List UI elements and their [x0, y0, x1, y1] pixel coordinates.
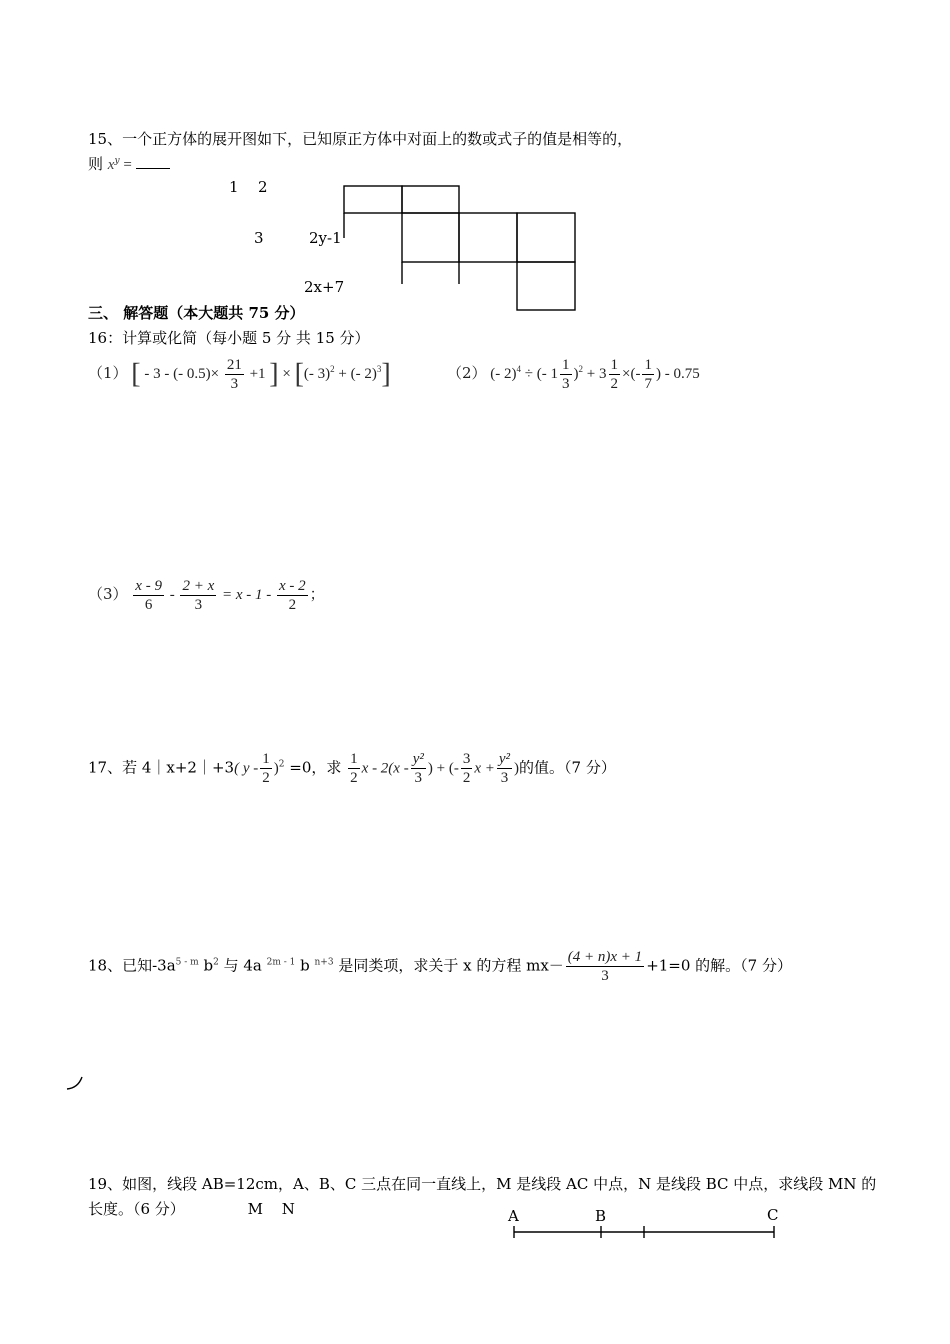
q17-f1-den: 2 [262, 770, 270, 786]
cube-net-diagram [340, 182, 580, 314]
q19-line1: 19、如图，线段 AB=12cm，A、B、C 三点在同一直线上，M 是线段 AC 中点，N 是线段 BC 中点，求线段 MN 的 [88, 1175, 877, 1193]
p2-term6: ) - 0.75 [655, 365, 700, 382]
q17-f4-den: 2 [462, 770, 471, 786]
p2-term3: ) [573, 365, 579, 382]
p2-term4: + 3 [583, 365, 607, 382]
p2-frac3-num: 1 [644, 357, 652, 373]
q18-t3: 与 4a [218, 956, 267, 975]
q16-part3-label: （3） [88, 584, 128, 603]
q17-exp1: 2 [278, 759, 285, 770]
p2-term2: ÷ (- 1 [521, 365, 559, 382]
q16-part1-label: （1） [88, 363, 128, 382]
q17-f4-num: 3 [462, 751, 471, 767]
p3-frac1-den: 6 [144, 597, 153, 613]
q17-t7: ) [514, 760, 520, 777]
q17-f3-num: y² [412, 751, 424, 767]
q18-exp4: n+3 [314, 957, 334, 968]
q17-f5-num: y² [498, 751, 511, 767]
q18-frac-den: 3 [601, 968, 609, 984]
q15-exp: y [114, 156, 120, 166]
net-label-2y-1: 2y-1 [309, 229, 342, 247]
q15-base: x [107, 157, 115, 173]
q19-m-label: M [247, 1200, 263, 1218]
p2-term5: ×(- [622, 365, 641, 382]
segment-diagram [505, 1222, 785, 1242]
p1-term4: (- 3) [303, 365, 331, 382]
q17 [88, 750, 616, 787]
q17-t5: ) + (- [427, 760, 459, 777]
p1-exp1: 2 [330, 363, 335, 374]
q18-t5: 是同类项，求关于 x 的方程 mx－ [333, 956, 564, 975]
right-bracket-2: ] [381, 358, 391, 390]
q17-f5-den: 3 [500, 770, 509, 786]
p2-term1: (- 2) [490, 365, 517, 382]
q18-t1: 18、已知-3a [88, 956, 176, 975]
p3-frac1-num: x - 9 [135, 578, 162, 594]
p2-frac3-den: 7 [644, 376, 652, 392]
q18-t2: b [198, 956, 214, 975]
p2-exp2: 2 [578, 363, 584, 374]
q19-line2 [88, 1198, 295, 1219]
q18-exp3: 2m - 1 [266, 957, 296, 968]
p2-exp1: 4 [516, 363, 522, 374]
p1-term1: - 3 - (- 0.5)× [144, 365, 220, 382]
stray-mark [64, 1072, 86, 1092]
net-label-2x+7: 2x+7 [304, 278, 345, 296]
q17-t2: ) [273, 760, 279, 777]
q15-prefix: 则 [88, 155, 104, 173]
q15-line2 [88, 153, 170, 174]
q16-part3 [88, 577, 325, 614]
q18-frac-num: (4 + n)x + 1 [567, 949, 643, 965]
q17-prefix: 17、若 4｜x+2｜+3 [88, 758, 235, 777]
right-bracket-1: ] [269, 358, 279, 390]
section-3-title: 三、 解答题（本大题共 75 分） [88, 304, 305, 322]
p3-minus: - [169, 586, 175, 603]
q18-t4: b [295, 956, 315, 975]
q16-part2 [447, 356, 700, 393]
left-bracket-1: [ [131, 358, 141, 390]
q17-t3: =0，求 [284, 758, 342, 777]
q17-t1: ( y - [234, 760, 259, 777]
point-a-label: A [508, 1207, 519, 1225]
left-bracket-2: [ [294, 358, 304, 390]
net-label-2: 2 [258, 178, 268, 196]
p2-frac2-den: 2 [610, 376, 618, 392]
p3-end: ； [309, 586, 325, 603]
q16-part1 [88, 356, 391, 393]
q17-f3-den: 3 [414, 770, 423, 786]
p1-frac-num: 21 [226, 357, 242, 373]
q15-eq: = [119, 157, 136, 173]
point-b-label: B [595, 1207, 607, 1225]
q17-f1-num: 1 [262, 751, 270, 767]
q17-f2-num: 1 [350, 751, 358, 767]
net-label-1: 1 [229, 178, 239, 196]
p3-middle: = x - 1 - [221, 586, 272, 603]
p3-frac2-num: 2 + x [182, 578, 215, 594]
q17-suffix: 的值。（7 分） [519, 758, 616, 777]
p3-frac3-num: x - 2 [279, 578, 306, 594]
p2-frac2-num: 1 [610, 357, 618, 373]
q19-line2-text: 长度。（6 分） [88, 1200, 185, 1218]
q16-part2-label: （2） [447, 363, 487, 382]
q15-line1: 15、一个正方体的展开图如下，已知原正方体中对面上的数或式子的值是相等的， [88, 130, 633, 148]
p1-times: × [282, 365, 291, 382]
q17-t6: x + [474, 760, 495, 777]
q18 [88, 948, 792, 985]
p1-frac-den: 3 [230, 376, 239, 392]
q17-t4: x - 2(x - [361, 760, 409, 777]
p2-frac1-den: 3 [562, 376, 570, 392]
p3-frac2-den: 3 [194, 597, 203, 613]
q18-suffix: +1=0 的解。（7 分） [646, 956, 792, 975]
p1-exp2: 3 [376, 363, 382, 374]
p1-term2: +1 [249, 365, 266, 382]
q15-answer-blank[interactable] [136, 156, 170, 169]
q17-f2-den: 2 [350, 770, 358, 786]
net-label-3: 3 [254, 229, 264, 247]
q18-exp2: 2 [213, 957, 219, 968]
q18-exp1: 5 - m [175, 957, 199, 968]
point-c-label: C [767, 1206, 779, 1224]
p1-term5: + (- 2) [334, 365, 377, 382]
p3-frac3-den: 2 [288, 597, 297, 613]
p2-frac1-num: 1 [562, 357, 570, 373]
q16-intro: 16：计算或化简（每小题 5 分 共 15 分） [88, 329, 370, 347]
q19-n-label: N [281, 1200, 295, 1218]
